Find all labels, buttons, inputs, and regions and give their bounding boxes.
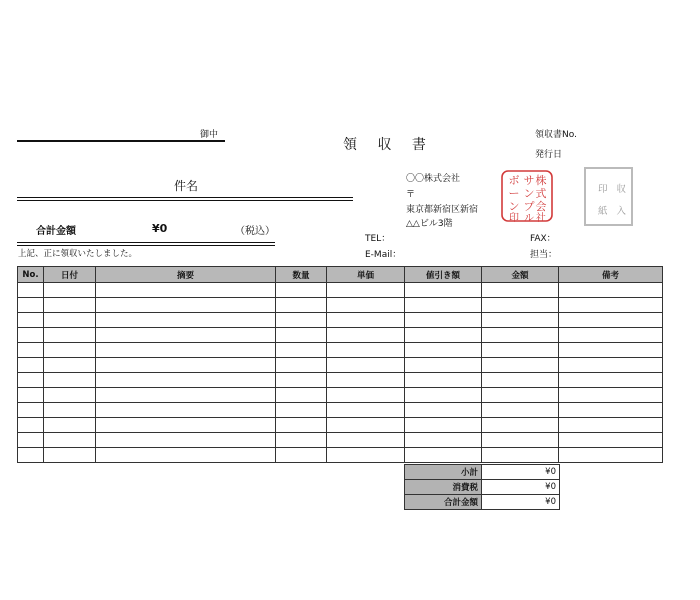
consumption-tax-value: ¥0 [482, 480, 560, 495]
table-cell [559, 343, 663, 358]
consumption-tax-row [405, 480, 560, 495]
column-header-no: No. [18, 267, 44, 283]
issuer-company-name: 〇〇株式会社 [406, 174, 461, 184]
received-statement: 上記、正に領収いたしました。 [18, 249, 138, 259]
table-cell [276, 328, 327, 343]
table-cell [18, 313, 44, 328]
tel-label: TEL： [365, 234, 391, 244]
total-amount-value: ¥0 [152, 222, 168, 235]
table-cell [44, 448, 96, 463]
table-cell [18, 448, 44, 463]
table-cell [482, 373, 559, 388]
svg-text:印: 印 [509, 213, 519, 222]
table-cell [327, 328, 405, 343]
line-items-table [17, 266, 663, 463]
table-cell [96, 403, 276, 418]
table-cell [276, 343, 327, 358]
table-cell [559, 388, 663, 403]
table-cell [482, 313, 559, 328]
table-cell [96, 418, 276, 433]
svg-text:ル: ル [524, 213, 534, 222]
table-cell [44, 418, 96, 433]
table-cell [405, 343, 482, 358]
table-cell [18, 298, 44, 313]
table-cell [327, 298, 405, 313]
totals-table [404, 464, 560, 510]
column-header-unit-price: 単価 [327, 267, 405, 283]
consumption-tax-label: 消費税 [405, 480, 482, 495]
table-cell [18, 418, 44, 433]
table-cell [44, 388, 96, 403]
table-cell [276, 388, 327, 403]
table-cell [327, 448, 405, 463]
table-cell [96, 433, 276, 448]
table-row [18, 358, 663, 373]
table-cell [276, 418, 327, 433]
table-cell [96, 313, 276, 328]
table-cell [96, 358, 276, 373]
table-row [18, 448, 663, 463]
issuer-address-line2: △△ビル3階 [406, 219, 453, 229]
table-row [18, 328, 663, 343]
postal-mark: 〒 [406, 190, 416, 200]
table-row [18, 433, 663, 448]
table-cell [559, 313, 663, 328]
table-cell [405, 298, 482, 313]
column-header-quantity: 数量 [276, 267, 327, 283]
table-row [18, 403, 663, 418]
table-cell [327, 373, 405, 388]
total-amount-underline [17, 242, 275, 246]
table-cell [482, 298, 559, 313]
person-in-charge-label: 担当： [530, 250, 558, 260]
table-cell [482, 433, 559, 448]
table-cell [482, 388, 559, 403]
table-cell [405, 388, 482, 403]
table-cell [327, 388, 405, 403]
table-cell [44, 358, 96, 373]
svg-text:プ: プ [523, 200, 535, 213]
table-cell [44, 403, 96, 418]
table-row [18, 418, 663, 433]
table-cell [276, 373, 327, 388]
table-cell [405, 328, 482, 343]
table-cell [559, 448, 663, 463]
column-header-date: 日付 [44, 267, 96, 283]
customer-name-line [17, 140, 225, 142]
table-cell [96, 373, 276, 388]
table-cell [405, 358, 482, 373]
subject-underline [17, 197, 353, 201]
table-cell [276, 283, 327, 298]
table-cell [405, 433, 482, 448]
table-cell [482, 343, 559, 358]
table-cell [327, 313, 405, 328]
svg-text:会: 会 [535, 200, 547, 213]
svg-text:サ: サ [523, 174, 535, 187]
table-cell [44, 373, 96, 388]
table-cell [276, 358, 327, 373]
table-cell [18, 373, 44, 388]
table-cell [18, 328, 44, 343]
stamp-box-text-2: 紙 入 [598, 206, 630, 217]
table-cell [405, 313, 482, 328]
table-row [18, 373, 663, 388]
table-row [18, 388, 663, 403]
svg-text:ン: ン [508, 200, 520, 213]
tax-included-note: （税込） [235, 226, 275, 237]
issuer-address-line1: 東京都新宿区新宿 [406, 205, 479, 215]
table-cell [559, 328, 663, 343]
table-row [18, 313, 663, 328]
table-cell [559, 358, 663, 373]
table-cell [18, 433, 44, 448]
table-cell [18, 358, 44, 373]
table-cell [18, 343, 44, 358]
table-cell [327, 433, 405, 448]
subtotal-value: ¥0 [482, 465, 560, 480]
table-cell [44, 328, 96, 343]
honorific-label: 御中 [200, 130, 219, 140]
column-header-discount: 値引き額 [405, 267, 482, 283]
table-cell [482, 403, 559, 418]
revenue-stamp-box [584, 167, 633, 226]
grand-total-row [405, 495, 560, 510]
table-cell [96, 328, 276, 343]
fax-label: FAX： [530, 234, 556, 244]
table-row [18, 343, 663, 358]
total-amount-label: 合計金額 [36, 226, 76, 237]
document-title: 領 収 書 [343, 137, 434, 153]
table-cell [96, 388, 276, 403]
table-cell [482, 328, 559, 343]
table-cell [96, 448, 276, 463]
table-cell [405, 403, 482, 418]
table-cell [559, 283, 663, 298]
table-cell [327, 283, 405, 298]
table-cell [405, 283, 482, 298]
table-cell [559, 418, 663, 433]
table-cell [405, 373, 482, 388]
table-cell [405, 418, 482, 433]
table-cell [327, 343, 405, 358]
table-cell [44, 298, 96, 313]
svg-text:ボ: ボ [508, 174, 520, 187]
table-cell [44, 283, 96, 298]
grand-total-label: 合計金額 [405, 495, 482, 510]
receipt-number-label: 領収書No. [535, 130, 577, 140]
svg-text:ン: ン [523, 187, 535, 200]
table-cell [96, 283, 276, 298]
table-cell [276, 433, 327, 448]
subtotal-row [405, 465, 560, 480]
company-seal-stamp [501, 170, 553, 222]
table-row [18, 298, 663, 313]
svg-text:社: 社 [536, 213, 546, 222]
table-cell [327, 358, 405, 373]
table-cell [44, 343, 96, 358]
grand-total-value: ¥0 [482, 495, 560, 510]
table-cell [44, 313, 96, 328]
table-cell [96, 298, 276, 313]
table-cell [18, 403, 44, 418]
table-cell [559, 403, 663, 418]
table-cell [276, 298, 327, 313]
table-cell [482, 448, 559, 463]
table-cell [276, 448, 327, 463]
table-cell [276, 313, 327, 328]
table-cell [559, 373, 663, 388]
table-cell [44, 433, 96, 448]
subject-label: 件名 [174, 179, 199, 193]
column-header-notes: 備考 [559, 267, 663, 283]
email-label: E-Mail： [365, 250, 402, 260]
table-row [18, 283, 663, 298]
table-cell [559, 433, 663, 448]
issue-date-label: 発行日 [535, 150, 563, 160]
table-cell [327, 418, 405, 433]
table-cell [18, 388, 44, 403]
table-cell [482, 358, 559, 373]
column-header-description: 摘要 [96, 267, 276, 283]
svg-text:ー: ー [508, 187, 520, 200]
table-cell [405, 448, 482, 463]
table-cell [276, 403, 327, 418]
column-header-amount: 金額 [482, 267, 559, 283]
table-cell [18, 283, 44, 298]
stamp-box-text-1: 印 収 [598, 184, 630, 195]
svg-text:株: 株 [535, 174, 547, 187]
subtotal-label: 小計 [405, 465, 482, 480]
table-header-row [18, 267, 663, 283]
table-cell [482, 418, 559, 433]
svg-text:式: 式 [535, 187, 547, 200]
table-cell [327, 403, 405, 418]
table-cell [559, 298, 663, 313]
table-cell [482, 283, 559, 298]
table-cell [96, 343, 276, 358]
